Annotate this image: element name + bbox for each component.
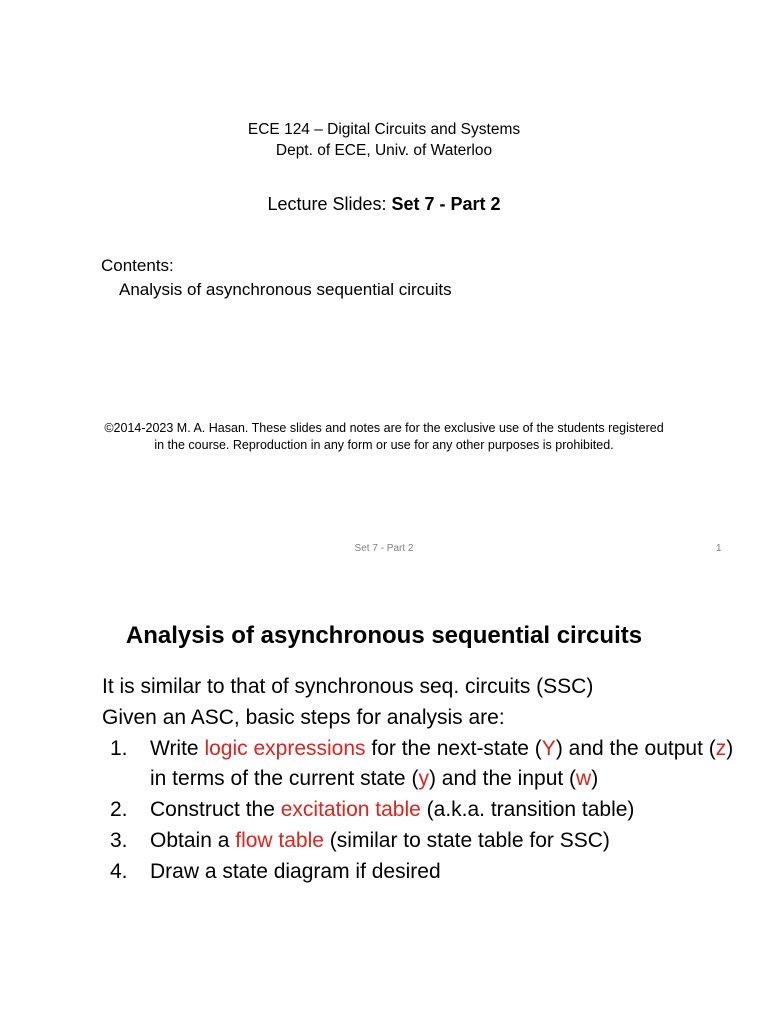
slide-body [102, 672, 742, 888]
list-item [102, 734, 742, 796]
step-text-part: Obtain a [150, 828, 236, 852]
step-number: 1. [110, 736, 128, 760]
list-item [102, 795, 742, 826]
step-number: 3. [110, 828, 128, 852]
lecture-heading [0, 192, 768, 216]
course-heading [0, 119, 768, 161]
step-text-part: Write [150, 736, 205, 760]
highlight-term: y [418, 767, 429, 791]
lecture-set: Set 7 - Part 2 [391, 194, 501, 214]
content-slide [0, 576, 768, 1024]
highlight-term: flow table [235, 828, 324, 852]
department: Dept. of ECE, Univ. of Waterloo [275, 142, 493, 159]
step-text-part: ) and the output ( [555, 736, 716, 760]
step-text-part: (similar to state table for SSC) [323, 828, 610, 852]
step-text-part: ) [591, 767, 599, 791]
contents-item: Analysis of asynchronous sequential circuits [119, 280, 452, 299]
intro-line-1: It is similar to that of synchronous seq. circuits (SSC) [102, 675, 594, 698]
step-number: 2. [110, 798, 128, 822]
copyright-line-2: in the course. Reproduction in any form or use for any other purposes is prohibited. [154, 438, 614, 452]
slide-page-number: 1 [716, 543, 722, 554]
copyright-notice [0, 420, 768, 454]
step-text-part: Construct the [150, 798, 281, 822]
highlight-term: logic expressions [204, 736, 366, 760]
step-text [150, 734, 742, 796]
step-text-part: for the next-state ( [365, 736, 542, 760]
highlight-term: Y [541, 736, 556, 760]
step-text: Draw a state diagram if desired [150, 859, 441, 883]
step-text-part: (a.k.a. transition table) [420, 798, 635, 822]
step-text-part: ) and the input ( [428, 767, 577, 791]
contents-block [101, 254, 452, 302]
step-text [150, 826, 742, 857]
contents-label: Contents: [101, 256, 174, 275]
intro-line-2: Given an ASC, basic steps for analysis are: [102, 705, 505, 729]
list-item [102, 826, 742, 857]
list-item [102, 857, 742, 888]
slide-footer-label: Set 7 - Part 2 [354, 543, 414, 554]
steps-list [102, 734, 742, 888]
copyright-line-1: ©2014-2023 M. A. Hasan. These slides and notes are for the exclusive use of the students registered [104, 421, 664, 435]
step-text [150, 795, 742, 826]
highlight-term: excitation table [280, 798, 421, 822]
highlight-term: w [576, 767, 592, 791]
step-number: 4. [110, 859, 128, 883]
slide-title: Analysis of asynchronous sequential circuits [125, 622, 643, 649]
course-title: ECE 124 – Digital Circuits and Systems [247, 121, 521, 138]
lecture-prefix: Lecture Slides: [267, 194, 392, 214]
step-text-part: ) in terms of the current state ( [150, 736, 734, 791]
highlight-term: z [715, 736, 727, 760]
